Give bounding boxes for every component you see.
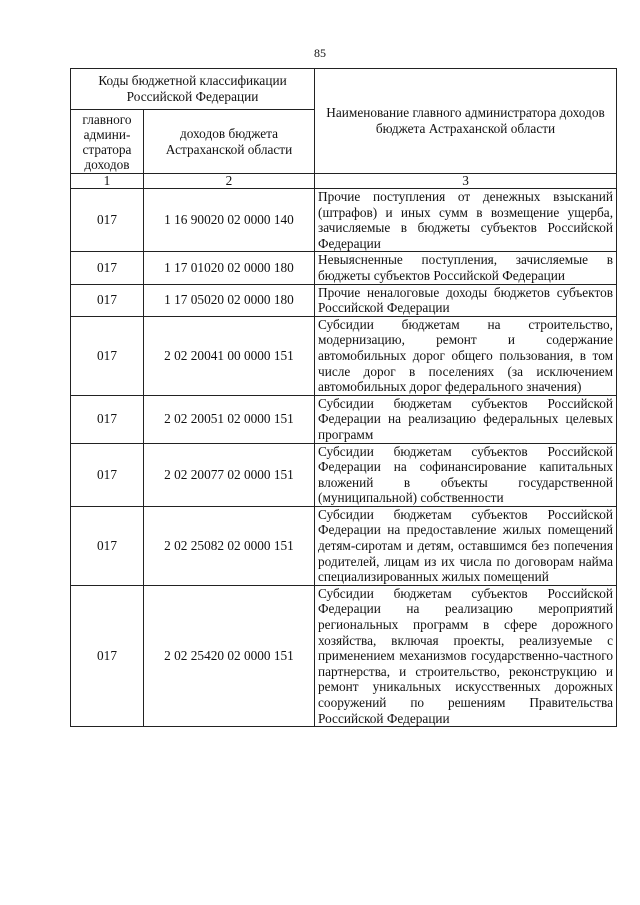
admin-code-cell: 017 [71,585,144,726]
income-name-cell: Прочие неналоговые доходы бюджетов субъектов Российской Федерации [315,284,617,316]
income-code-cell: 2 02 20051 02 0000 151 [144,395,315,443]
column-number-2: 2 [144,174,315,189]
income-code-cell: 1 16 90020 02 0000 140 [144,189,315,252]
admin-code-cell: 017 [71,316,144,395]
table-row [71,252,617,284]
header-regional-income: доходов бюджета Астраханской области [144,110,315,174]
header-chief-administrator: главного админи-стратора доходов [71,110,144,174]
column-number-1: 1 [71,174,144,189]
budget-codes-table [70,68,617,727]
page-number: 85 [314,46,326,60]
table-body [71,189,617,727]
admin-code-cell: 017 [71,506,144,585]
income-name-cell: Невыясненные поступления, зачисляемые в бюджеты субъектов Российской Федерации [315,252,617,284]
table-row [71,443,617,506]
table-row [71,585,617,726]
column-number-3: 3 [315,174,617,189]
income-name-cell: Субсидии бюджетам субъектов Российской Федерации на софинансирование капитальных вложений в объекты государственной (муниципальной) собственности [315,443,617,506]
income-code-cell: 1 17 01020 02 0000 180 [144,252,315,284]
income-code-cell: 2 02 25420 02 0000 151 [144,585,315,726]
admin-code-cell: 017 [71,284,144,316]
header-administrator-name: Наименование главного администратора доходов бюджета Астраханской области [315,69,617,174]
table-row [71,395,617,443]
table-row [71,284,617,316]
income-name-cell: Прочие поступления от денежных взысканий (штрафов) и иных сумм в возмещение ущерба, зачисляемые в бюджеты субъектов Российской Федерации [315,189,617,252]
admin-code-cell: 017 [71,252,144,284]
admin-code-cell: 017 [71,395,144,443]
table-row [71,189,617,252]
header-budget-classification-codes: Коды бюджетной классификации Российской Федерации [71,69,315,110]
income-code-cell: 2 02 20041 00 0000 151 [144,316,315,395]
income-name-cell: Субсидии бюджетам субъектов Российской Федерации на реализацию мероприятий региональных программ в сфере дорожного хозяйства, включая проекты, реализуемые с применением механизмов государственно-частного партнерства, и строительство, реконструкцию и ремонт уникальных искусственных дорожных сооружений по решениям Правительства Российской Федерации [315,585,617,726]
admin-code-cell: 017 [71,443,144,506]
income-code-cell: 2 02 25082 02 0000 151 [144,506,315,585]
income-name-cell: Субсидии бюджетам на строительство, модернизацию, ремонт и содержание автомобильных дорог общего пользования, в том числе дорог в поселениях (за исключением автомобильных дорог федерального значения) [315,316,617,395]
income-code-cell: 1 17 05020 02 0000 180 [144,284,315,316]
income-code-cell: 2 02 20077 02 0000 151 [144,443,315,506]
table-row [71,316,617,395]
income-name-cell: Субсидии бюджетам субъектов Российской Федерации на реализацию федеральных целевых программ [315,395,617,443]
admin-code-cell: 017 [71,189,144,252]
income-name-cell: Субсидии бюджетам субъектов Российской Федерации на предоставление жилых помещений детям-сиротам и детям, оставшимся без попечения родителей, лицам из их числа по договорам найма специализированных жилых помещений [315,506,617,585]
table-row [71,506,617,585]
